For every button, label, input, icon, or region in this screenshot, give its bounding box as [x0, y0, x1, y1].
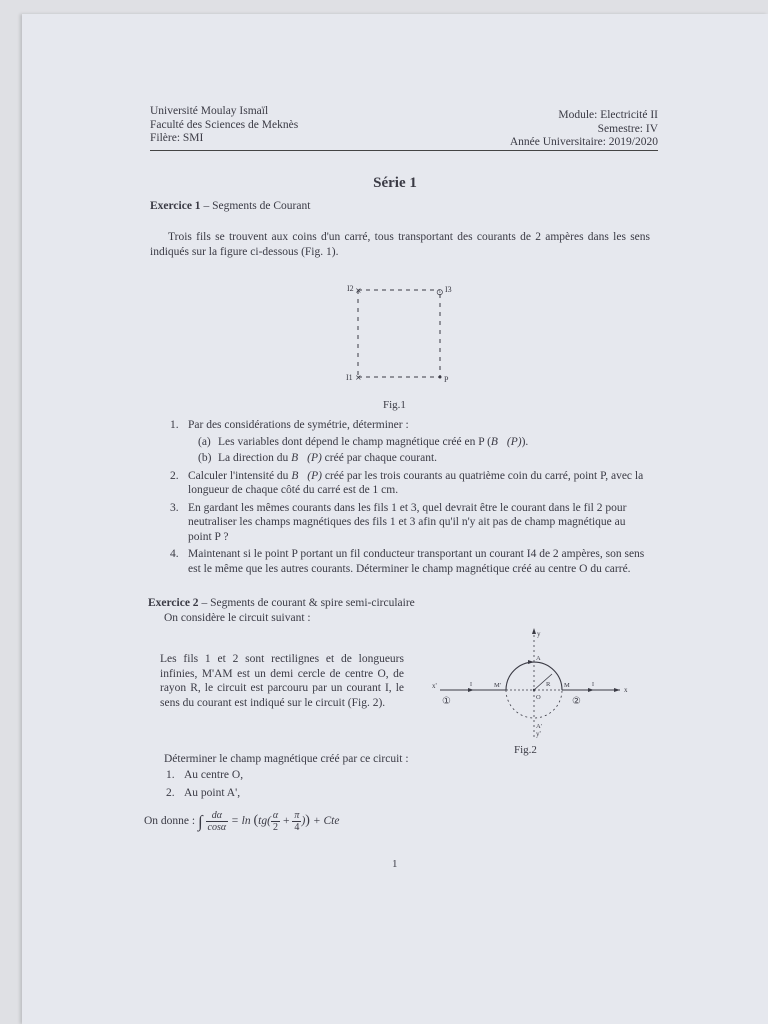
figure-1-square — [332, 280, 472, 385]
exercise-1-heading — [150, 200, 310, 212]
page-number: 1 — [392, 858, 398, 870]
semicircle-lower — [506, 690, 562, 718]
label-wire-1: ① — [442, 696, 451, 707]
label-current-1: I — [470, 682, 472, 688]
header-right — [510, 109, 658, 150]
dot-i3: ⊙ — [436, 288, 444, 298]
current-arrow-wire-2 — [588, 688, 594, 692]
label-x: x — [624, 686, 628, 694]
exercise-1-intro: Trois fils se trouvent aux coins d'un carré, tous transportant des courants de 2 ampères dans les sens indiqués sur la figure ci-dessous (Fig. 1). — [150, 231, 650, 258]
point-p — [439, 376, 442, 379]
label-a-prime: A' — [536, 723, 542, 730]
formula-render: ∫ $\frac{d\alpha}{\cos\alpha}$ = ln (tg( $\frac{\alpha}{2}$ + $\frac{\pi}{4}$ )) + Cte — [197, 810, 340, 833]
question-1a-symbol: B⃗(P) — [490, 435, 522, 448]
university-name: Université Moulay Ismaïl — [150, 105, 269, 117]
figure-2-caption: Fig.2 — [514, 744, 537, 756]
document-page — [22, 14, 768, 1024]
exercise-2-description: Les fils 1 et 2 sont rectilignes et de longueurs infinies, M'AM est un demi cercle de centre O, de rayon R, le circuit est parcouru par un courant I, le sens du courant est indiqué sur le circuit (Fig. 2). — [160, 653, 404, 709]
question-2-end: créé par les trois courants au quatrième coin du carré, point P, avec la longueur de chaque côté du carré est de 1 cm. — [188, 469, 644, 496]
cross-i2: × — [355, 286, 362, 295]
page-title: Série 1 — [373, 175, 417, 191]
header-left — [150, 105, 298, 146]
label-i2: I2 — [347, 284, 354, 293]
question-1a-text: Les variables dont dépend le champ magnétique créé en P ( — [218, 435, 491, 448]
label-y: y — [537, 630, 541, 638]
semester: Semestre: IV — [597, 122, 658, 135]
current-arrow-wire-1 — [468, 688, 474, 692]
label-current-2: I — [592, 682, 594, 688]
label-a: A — [536, 655, 541, 662]
label-m-prime: M' — [494, 682, 501, 689]
exercise-2-task: Déterminer le champ magnétique créé par ce circuit : — [164, 753, 409, 765]
task-2-text: Au point A', — [184, 786, 241, 799]
question-1b-end: créé par chaque courant. — [321, 452, 438, 464]
exercise-2-heading — [148, 597, 415, 609]
exercise-2-questions — [156, 768, 456, 803]
label-y-prime: y' — [536, 730, 541, 738]
question-3: 3. En gardant les mêmes courants dans les fils 1 et 3, quel devrait être le courant dans le fil 2 pour neutraliser les champs magnétiques des fils 1 et 3 afin qu'il n'y ait pas de champ magnétique au point P ? — [170, 501, 627, 543]
header-rule — [150, 150, 658, 151]
question-1: 1. Par des considérations de symétrie, déterminer : (a) Les variables dont dépend le champ magnétique créé en P (B⃗(P)). (b) La direction du B⃗(P) créé par chaque courant. — [160, 418, 650, 466]
exercise-1-label: Exercice 1 — [150, 200, 201, 212]
question-4: 4. Maintenant si le point P portant un fil conducteur transportant un courant I4 de 2 ampères, son sens est le même que les autres courants. Déterminer le champ magnétique créé au centre O du carré. — [170, 548, 645, 575]
question-1a: (a) Les variables dont dépend le champ magnétique créé en P (B⃗(P)). — [198, 435, 529, 448]
task-1-text: Au centre O, — [184, 769, 244, 781]
question-1-text: Par des considérations de symétrie, déterminer : — [188, 419, 409, 431]
task-1: 1. Au centre O, — [166, 769, 244, 781]
exercise-1-questions — [160, 418, 650, 579]
current-arrow-arc — [528, 660, 534, 664]
figure-2-circuit — [422, 622, 632, 757]
given-label: On donne : — [144, 815, 196, 828]
label-wire-2: ② — [572, 696, 581, 707]
question-1b: (b) La direction du B⃗(P) créé par chaque courant. — [198, 452, 438, 464]
faculty-name: Faculté des Sciences de Meknès — [150, 118, 299, 131]
question-3-text: En gardant les mêmes courants dans les fils 1 et 3, quel devrait être le courant dans le fil 2 pour neutraliser les champs magnétiques des fils 1 et 3 afin qu'il n'y ait pas de champ magnétique au point P ? — [188, 501, 627, 543]
question-4-text: Maintenant si le point P portant un fil conducteur transportant un courant I4 de 2 ampères, son sens est le même que les autres courants. Déterminer le champ magnétique créé au centre O du carré. — [188, 548, 645, 575]
label-r: R — [546, 681, 551, 688]
y-axis-arrow — [532, 628, 536, 634]
x-axis-arrow — [614, 688, 620, 692]
label-x-prime: x' — [432, 682, 437, 690]
question-1b-symbol: B⃗(P) — [291, 452, 322, 464]
label-i1: I1 — [346, 373, 353, 382]
question-1b-text: La direction du — [218, 452, 292, 464]
exercise-1-subtitle: – Segments de Courant — [203, 200, 311, 212]
cross-i1: × — [355, 373, 362, 382]
given-formula — [144, 810, 504, 833]
label-p: P — [444, 375, 449, 384]
exercise-2-subtitle: – Segments de courant & spire semi-circulaire — [201, 597, 415, 609]
question-2-text: Calculer l'intensité du — [188, 469, 292, 482]
question-2: 2. Calculer l'intensité du B⃗(P) créé par les trois courants au quatrième coin du carré, point P, avec la longueur de chaque côté du carré est de 1 cm. — [170, 469, 644, 496]
exercise-2-label: Exercice 2 — [148, 597, 199, 609]
module-name: Module: Electricité II — [558, 109, 658, 121]
exercise-2-intro: On considère le circuit suivant : — [164, 612, 311, 624]
question-2-symbol: B⃗(P) — [291, 469, 322, 482]
label-o: O — [536, 694, 541, 701]
academic-year: Année Universitaire: 2019/2020 — [509, 136, 658, 148]
center-o — [533, 689, 535, 691]
task-2: 2. Au point A', — [166, 786, 241, 799]
figure-1-caption: Fig.1 — [383, 399, 406, 411]
label-m: M — [564, 682, 570, 689]
question-1a-end: ). — [521, 435, 529, 448]
label-i3: I3 — [445, 285, 452, 294]
program-name: Filère: SMI — [150, 132, 204, 144]
